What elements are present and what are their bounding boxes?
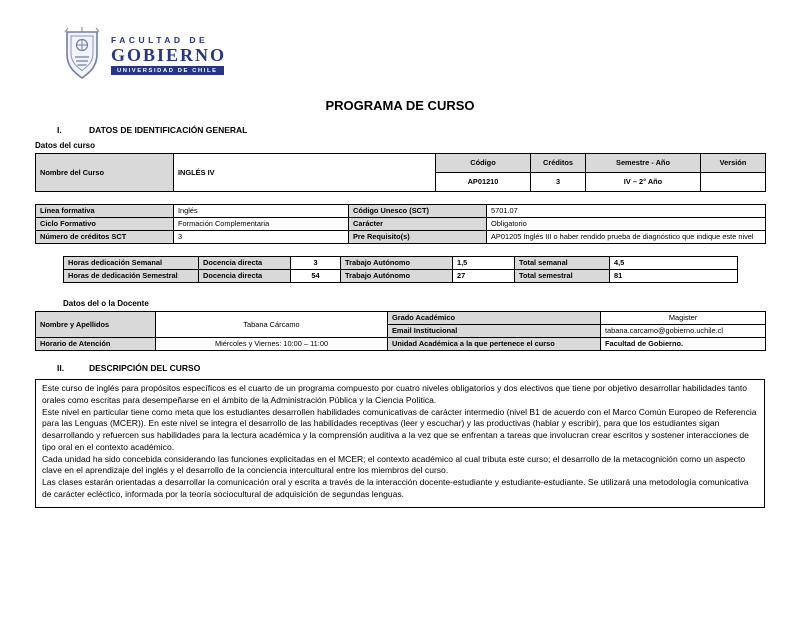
docencia-semestral-value: 54 [291,270,341,283]
datos-curso-label: Datos del curso [35,141,96,150]
ciclo-formativo-value: Formación Complementaria [174,218,349,231]
page-title: PROGRAMA DE CURSO [325,98,475,113]
codigo-unesco-value: 5701.07 [487,205,766,218]
horas-semanal-label: Horas dedicación Semanal [64,257,199,270]
total-semestral-label: Total semestral [515,270,610,283]
course-description-box [35,379,765,508]
ciclo-formativo-label: Ciclo Formativo [36,218,174,231]
section-title: DESCRIPCIÓN DEL CURSO [89,363,201,373]
datos-docente-label: Datos del o la Docente [63,299,149,308]
nombre-apellidos-value: Tabana Cárcamo [156,312,388,338]
section-heading-descripcion [35,363,765,373]
prerequisitos-label: Pre Requisito(s) [349,231,487,244]
nombre-apellidos-label: Nombre y Apellidos [36,312,156,338]
unidad-academica-value: Facultad de Gobierno. [601,338,766,351]
horario-atencion-label: Horario de Atención [36,338,156,351]
course-name-value: INGLÉS IV [174,154,436,192]
codigo-value: AP01210 [436,173,531,192]
table-row [64,257,738,270]
table-row [36,218,766,231]
trabajo-autonomo-label: Trabajo Autónomo [341,270,453,283]
codigo-header: Código [436,154,531,173]
course-name-label: Nombre del Curso [36,154,174,192]
autonomo-semestral-value: 27 [453,270,515,283]
prerequisitos-value: AP01205 Inglés III o haber rendido prueba de diagnóstico que indique este nivel [487,231,766,244]
caracter-label: Carácter [349,218,487,231]
creditos-header: Créditos [531,154,586,173]
course-id-table [35,153,766,192]
email-value: tabana.carcamo@gobierno.uchile.cl [601,325,766,338]
unidad-academica-label: Unidad Académica a la que pertenece el curso [388,338,601,351]
logo-gobierno-label: GOBIERNO [111,45,227,65]
email-label: Email Institucional [388,325,601,338]
horas-semestral-label: Horas de dedicación Semestral [64,270,199,283]
semestre-value: IV – 2° Año [586,173,701,192]
description-paragraph: Este nivel en particular tiene como meta que los estudiantes desarrollen habilidades comunicativas de carácter intermedio (nivel B1 de acuerdo con el Marco Común Europeo de Referencia para las Lenguas (MCER)). En este nivel se integra el desarrollo de las habilidades receptivas (leer y escuchar) y las productivas (hablar y escribir), para que los estudiantes sigan desarrollando y refuercen sus habilidades para la lectura académica y la comprensión auditiva a la vez que se enfrentan a tareas que involucran crear escritos y sostener interacciones de tipo oral en el contexto académico. [42,406,757,452]
header-logo [63,26,765,84]
description-paragraph: Las clases estarán orientadas a desarrollar la comunicación oral y escrita a través de la interacción docente-estudiante y estudiante-estudiante. Se utilizará una metodología comunicativa de carácter ecléctico, informada por la teoría sociocultural de adquisición de segundas lenguas. [42,477,749,500]
grado-academico-value: Magister [601,312,766,325]
total-semanal-value: 4,5 [610,257,738,270]
teacher-table [35,311,766,351]
autonomo-semanal-value: 1,5 [453,257,515,270]
grado-academico-label: Grado Académico [388,312,601,325]
linea-formativa-label: Línea formativa [36,205,174,218]
horario-atencion-value: Miércoles y Viernes: 10:00 – 11:00 [156,338,388,351]
table-row [64,270,738,283]
codigo-unesco-label: Código Unesco (SCT) [349,205,487,218]
creditos-sct-label: Número de créditos SCT [36,231,174,244]
hours-table [63,256,738,283]
table-row [36,312,766,325]
logo-university-label: UNIVERSIDAD DE CHILE [111,66,224,75]
docencia-directa-label: Docencia directa [199,257,291,270]
creditos-sct-value: 3 [174,231,349,244]
description-paragraph: Cada unidad ha sido concebida considerando las funciones explicitadas en el MCER; el contexto académico al cual tributa este curso; el desarrollo de la metacognición como un aspecto clave en el aprendizaje del inglés y el desarrollo de la conciencia intercultural entre los miembros del curso. [42,453,746,476]
linea-formativa-value: Inglés [174,205,349,218]
table-row [36,154,766,173]
total-semestral-value: 81 [610,270,738,283]
course-info-table [35,204,766,244]
table-row [36,205,766,218]
section-number: I. [57,125,62,135]
docencia-directa-label: Docencia directa [199,270,291,283]
description-paragraph: Este curso de inglés para propósitos específicos es el cuarto de un programa compuesto por cuatro niveles obligatorios y dos electivos que tiene por objetivo desarrollar habilidades tanto orales como escritas para desempeñarse en el ámbito de la Administración Pública y la Ciencia Política. [42,383,748,405]
section-heading-identificacion [35,125,765,135]
table-row [36,338,766,351]
logo-faculty-de-label: FACULTAD DE [111,35,209,45]
logo-text [111,35,226,75]
semestre-header: Semestre - Año [586,154,701,173]
university-crest-icon [63,27,101,83]
section-title: DATOS DE IDENTIFICACIÓN GENERAL [89,125,248,135]
total-semanal-label: Total semanal [515,257,610,270]
docencia-semanal-value: 3 [291,257,341,270]
trabajo-autonomo-label: Trabajo Autónomo [341,257,453,270]
table-row [36,231,766,244]
version-value [701,173,766,192]
creditos-value: 3 [531,173,586,192]
version-header: Versión [701,154,766,173]
caracter-value: Obligatorio [487,218,766,231]
section-number: II. [57,363,65,373]
